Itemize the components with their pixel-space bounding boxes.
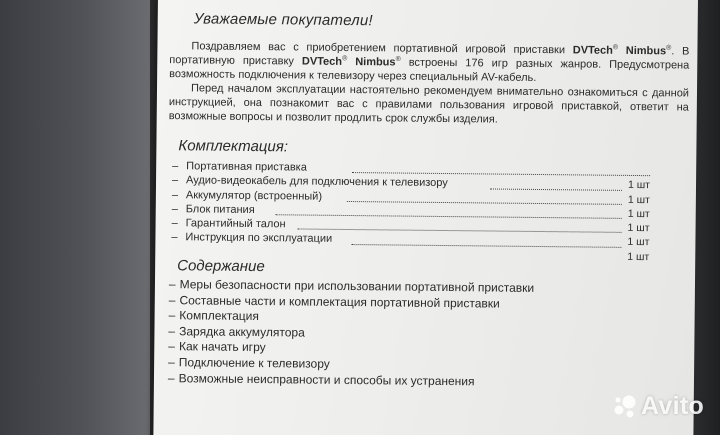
kit-item-qty: 1 шт [627, 193, 650, 206]
list-dash: – [172, 160, 179, 173]
avito-watermark [612, 392, 704, 421]
list-dash: – [168, 292, 176, 307]
dot-leader [351, 233, 621, 248]
instruction-page [153, 0, 698, 435]
contents-item-label: Составные части и комплектация портативной приставки [179, 292, 500, 311]
avito-logo-icon [612, 394, 638, 420]
kit-item-label: Инструкция по эксплуатации [185, 231, 333, 246]
page-title: Уважаемые покупатели! [193, 10, 373, 30]
list-dash: – [171, 203, 178, 216]
kit-list [171, 159, 650, 264]
kit-title: Комплектация: [178, 137, 289, 156]
list-dash: – [168, 308, 176, 323]
contents-item-label: Как начать игру [178, 339, 266, 355]
kit-item-qty: 1 шт [627, 222, 650, 235]
list-dash: – [168, 339, 176, 354]
contents-item-label: Комплектация [179, 308, 259, 324]
contents-list [168, 277, 534, 390]
contents-item-label: Меры безопасности при использовании портативной приставки [179, 277, 535, 295]
kit-item-qty: 1 шт [627, 250, 650, 263]
kit-item-label: Аккумулятор (встроенный) [185, 188, 323, 203]
watermark-text: Avito [641, 392, 705, 420]
kit-item-qty: 1 шт [627, 207, 650, 221]
list-dash: – [171, 188, 179, 201]
dot-leader [490, 177, 622, 191]
list-dash: – [171, 231, 178, 244]
intro-text [169, 39, 690, 128]
kit-item-label: Гарантийный талон [185, 217, 286, 231]
dot-leader [347, 190, 622, 205]
background-left [0, 0, 150, 435]
kit-item-label: Аудио-видеокабель для подключения к телевизору [185, 174, 448, 190]
dot-leader [298, 218, 622, 234]
kit-item-label: Блок питания [185, 203, 255, 216]
intro-paragraph-1: Поздравляем вас с приобретением портативной игровой приставки DVTech® Nimbus®. В портативную приставку DVTech® Nimbus® встроены 176 игр разных жанров. Предусмотрена возможность подключения к телевизору через специальный AV-кабель. [169, 40, 690, 84]
dot-leader [352, 161, 650, 176]
contents-item-label: Зарядка аккумулятора [179, 324, 305, 340]
kit-item-label: Портативная приставка [186, 160, 307, 174]
list-dash: – [167, 370, 175, 385]
list-item [168, 371, 533, 390]
dot-leader [276, 203, 622, 219]
list-dash: – [168, 323, 176, 338]
contents-item-label: Подключение к телевизору [178, 355, 330, 371]
list-dash: – [168, 355, 175, 370]
kit-item-qty: 1 шт [627, 236, 650, 249]
list-dash: – [168, 277, 176, 292]
contents-item-label: Возможные неисправности и способы их устранения [178, 370, 475, 388]
contents-title: Содержание [177, 257, 265, 276]
list-dash: – [171, 174, 179, 187]
intro-paragraph-2: Перед началом эксплуатации настоятельно рекомендуем внимательно ознакомиться с данной инструкцией, она познакомит вас с правилами пользования игровой приставкой, ответит на возможные вопросы и позволит продлить срок службы изделия. [168, 82, 690, 126]
kit-item-qty: 1 шт [627, 179, 651, 192]
list-dash: – [171, 217, 178, 230]
